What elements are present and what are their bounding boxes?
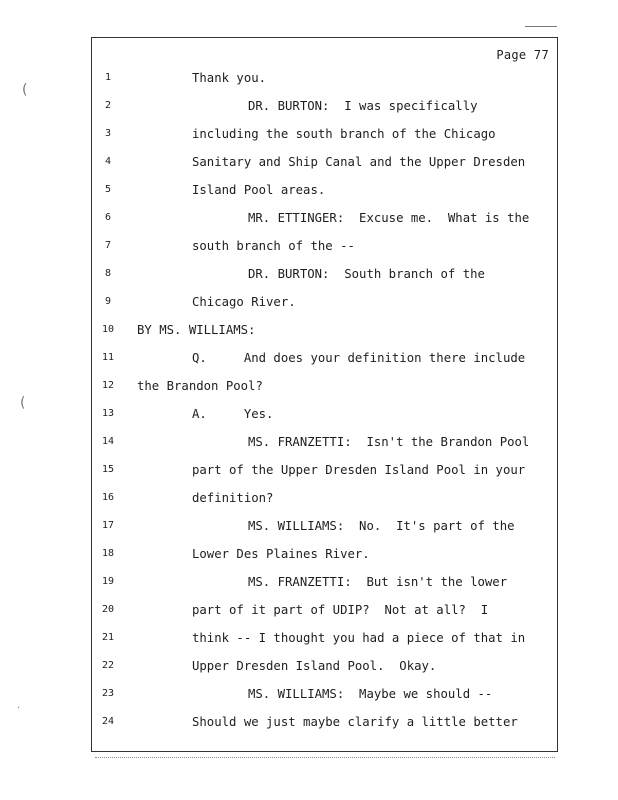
line-number: 10 [101, 324, 115, 335]
page-number: Page 77 [496, 48, 549, 62]
transcript-line [92, 433, 557, 451]
transcript-line [92, 97, 557, 115]
line-text: MR. ETTINGER: Excuse me. What is the [248, 211, 530, 225]
transcript-line [92, 545, 557, 563]
line-number: 22 [101, 660, 115, 671]
transcript-line [92, 685, 557, 703]
left-margin-mark: . [17, 700, 21, 711]
transcript-line [92, 489, 557, 507]
line-text: Q. And does your definition there include [192, 351, 526, 365]
transcript-line [92, 461, 557, 479]
transcript-line [92, 601, 557, 619]
transcript-line [92, 657, 557, 675]
transcript-page [91, 37, 558, 752]
line-text: Upper Dresden Island Pool. Okay. [192, 659, 437, 673]
line-text: MS. WILLIAMS: No. It's part of the [248, 519, 515, 533]
line-number: 23 [101, 688, 115, 699]
line-number: 18 [101, 548, 115, 559]
line-number: 14 [101, 436, 115, 447]
transcript-line [92, 181, 557, 199]
line-text: think -- I thought you had a piece of that in [192, 631, 526, 645]
line-number: 2 [104, 100, 112, 111]
line-text: Chicago River. [192, 295, 296, 309]
line-text: Sanitary and Ship Canal and the Upper Dresden [192, 155, 526, 169]
transcript-line [92, 125, 557, 143]
line-text: DR. BURTON: I was specifically [248, 99, 478, 113]
line-number: 6 [104, 212, 112, 223]
line-text: BY MS. WILLIAMS: [137, 323, 256, 337]
transcript-line [92, 237, 557, 255]
line-number: 8 [104, 268, 112, 279]
line-number: 4 [104, 156, 112, 167]
line-number: 12 [101, 380, 115, 391]
transcript-line [92, 265, 557, 283]
transcript-line [92, 349, 557, 367]
transcript-line [92, 713, 557, 731]
line-text: MS. FRANZETTI: But isn't the lower [248, 575, 508, 589]
line-text: south branch of the -- [192, 239, 355, 253]
line-number: 16 [101, 492, 115, 503]
left-margin-mark: ( [22, 82, 28, 98]
line-text: Thank you. [192, 71, 267, 85]
line-number: 5 [104, 184, 112, 195]
transcript-line [92, 629, 557, 647]
line-text: DR. BURTON: South branch of the [248, 267, 485, 281]
line-text: MS. WILLIAMS: Maybe we should -- [248, 687, 493, 701]
line-number: 15 [101, 464, 115, 475]
line-text: A. Yes. [192, 407, 274, 421]
corner-mark [525, 26, 557, 27]
line-text: part of it part of UDIP? Not at all? I [192, 603, 489, 617]
line-text: definition? [192, 491, 274, 505]
transcript-line [92, 209, 557, 227]
line-number: 17 [101, 520, 115, 531]
transcript-line [92, 377, 557, 395]
left-margin-mark: ( [20, 395, 26, 411]
line-text: Island Pool areas. [192, 183, 326, 197]
line-number: 19 [101, 576, 115, 587]
line-text: including the south branch of the Chicago [192, 127, 496, 141]
line-number: 1 [104, 72, 112, 83]
transcript-line [92, 69, 557, 87]
transcript-line [92, 153, 557, 171]
line-number: 20 [101, 604, 115, 615]
page-bottom-rule [95, 757, 555, 758]
transcript-line [92, 321, 557, 339]
line-number: 21 [101, 632, 115, 643]
transcript-line [92, 573, 557, 591]
line-text: part of the Upper Dresden Island Pool in your [192, 463, 526, 477]
line-text: the Brandon Pool? [137, 379, 263, 393]
transcript-line [92, 293, 557, 311]
transcript-line [92, 405, 557, 423]
line-number: 7 [104, 240, 112, 251]
line-number: 11 [101, 352, 115, 363]
line-text: MS. FRANZETTI: Isn't the Brandon Pool [248, 435, 530, 449]
line-number: 3 [104, 128, 112, 139]
line-text: Should we just maybe clarify a little better [192, 715, 518, 729]
transcript-line [92, 517, 557, 535]
line-number: 24 [101, 716, 115, 727]
line-number: 13 [101, 408, 115, 419]
line-number: 9 [104, 296, 112, 307]
line-text: Lower Des Plaines River. [192, 547, 370, 561]
